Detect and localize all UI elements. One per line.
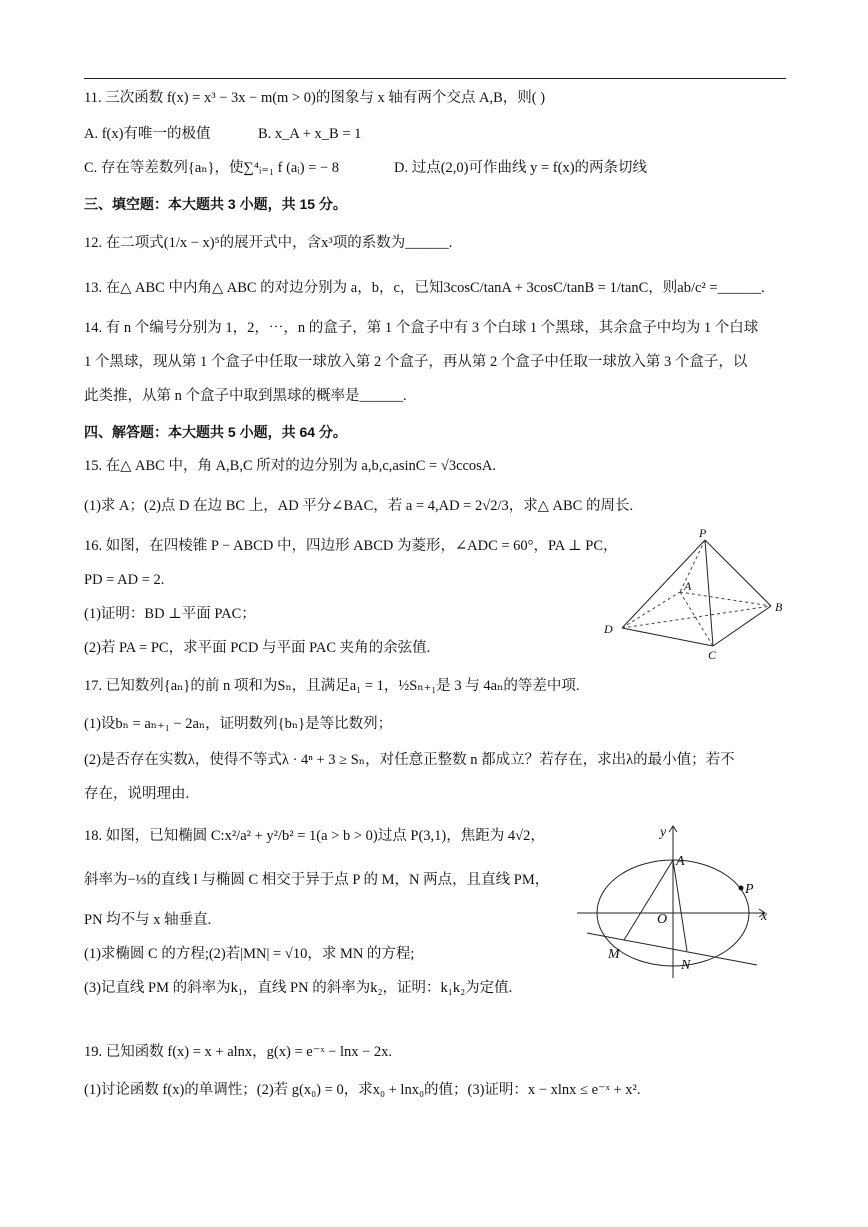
label-a: A <box>676 854 685 869</box>
q14-line-1: 14. 有 n 个编号分别为 1，2，⋯，n 的盒子，第 1 个盒子中有 3 个白球 1 个黑球，其余盒子中均为 1 个白球 <box>84 320 759 336</box>
q11-option-c: C. 存在等差数列{aₙ}，使∑⁴ᵢ₌₁ f (aᵢ) = − 8 <box>84 160 340 176</box>
q16-part-2: (2)若 PA = PC，求平面 PCD 与平面 PAC 夹角的余弦值. <box>84 640 431 656</box>
section-fill-in-heading: 三、填空题：本大题共 3 小题，共 15 分。 <box>84 196 347 212</box>
q16-line-1: 16. 如图，在四棱锥 P − ABCD 中，四边形 ABCD 为菱形，∠ADC = 60°，PA ⊥ PC， <box>84 538 618 554</box>
q19-parts: (1)讨论函数 f(x)的单调性；(2)若 g(x₀) = 0，求x₀ + lnx₀的值；(3)证明：x − xlnx ≤ e⁻ˣ + x². <box>84 1082 641 1098</box>
label-d: D <box>604 622 613 636</box>
edge-cb <box>713 606 771 646</box>
q14-line-2: 1 个黑球，现从第 1 个盒子中任取一球放入第 2 个盒子，再从第 2 个盒子中任取一球放入第 3 个盒子，以 <box>84 354 748 370</box>
q19-stem: 19. 已知函数 f(x) = x + alnx，g(x) = e⁻ˣ − lnx − 2x. <box>84 1044 393 1060</box>
q15-stem: 15. 在△ ABC 中，角 A,B,C 所对的边分别为 a,b,c,asinC = √3ccosA. <box>84 458 496 474</box>
q18-part-3: (3)记直线 PM 的斜率为k₁，直线 PN 的斜率为k₂，证明：k₁k₂为定值. <box>84 980 513 996</box>
label-m: M <box>608 947 620 962</box>
q17-part-2-line-1: (2)是否存在实数λ，使得不等式λ · 4ⁿ + 3 ≥ Sₙ，对任意正整数 n 都成立？若存在，求出λ的最小值；若不 <box>84 752 735 768</box>
edge-dc <box>622 628 713 646</box>
pyramid-figure <box>598 524 790 664</box>
line-am <box>624 860 673 940</box>
line-an <box>673 860 687 951</box>
label-n: N <box>681 958 691 973</box>
q18-line-3: PN 均不与 x 轴垂直. <box>84 912 212 928</box>
ellipse-figure <box>575 820 785 980</box>
q11-stem: 11. 三次函数 f(x) = x³ − 3x − m(m > 0)的图象与 x 轴有两个交点 A,B，则( ) <box>84 90 546 106</box>
q13-text: 13. 在△ ABC 中内角△ ABC 的对边分别为 a，b，c，已知3cosC/tanA + 3cosC/tanB = 1/tanC，则ab/c² =______. <box>84 280 765 296</box>
q12-text: 12. 在二项式(1/x − x)⁵的展开式中，含x³项的系数为______. <box>84 235 453 251</box>
q11-option-a: A. f(x)有唯一的极值 <box>84 126 211 142</box>
point-p <box>739 886 744 891</box>
q17-part-1: (1)设bₙ = aₙ₊₁ − 2aₙ，证明数列{bₙ}是等比数列； <box>84 716 393 732</box>
label-c: C <box>708 648 717 662</box>
edge-ab-hidden <box>680 592 771 606</box>
label-a: A <box>684 579 692 593</box>
label-p: P <box>745 882 754 897</box>
q16-part-1: (1)证明：BD ⊥平面 PAC； <box>84 606 256 622</box>
q11-option-b: B. x_A + x_B = 1 <box>258 126 362 142</box>
edge-pc <box>705 540 713 646</box>
header-rule <box>84 78 786 79</box>
label-b: B <box>775 600 783 614</box>
diagonal-ac-hidden <box>680 592 713 646</box>
q17-stem: 17. 已知数列{aₙ}的前 n 项和为Sₙ，且满足a₁ = 1，½Sₙ₊₁是 3 与 4aₙ的等差中项. <box>84 678 580 694</box>
label-p: P <box>699 526 707 540</box>
edge-pd <box>622 540 705 628</box>
q18-line-2: 斜率为−⅓的直线 l 与椭圆 C 相交于异于点 P 的 M，N 两点，且直线 PM， <box>84 872 550 888</box>
q15-part: (1)求 A；(2)点 D 在边 BC 上，AD 平分∠BAC，若 a = 4,AD = 2√2/3，求△ ABC 的周长. <box>84 498 634 514</box>
q14-line-3: 此类推，从第 n 个盒子中取到黑球的概率是______. <box>84 388 407 404</box>
label-x: x <box>761 909 768 924</box>
diagonal-db-hidden <box>622 606 771 628</box>
edge-pb <box>705 540 771 606</box>
label-y: y <box>660 825 667 840</box>
q17-part-2-line-2: 存在，说明理由. <box>84 786 190 802</box>
q18-part-1-2: (1)求椭圆 C 的方程;(2)若|MN| = √10，求 MN 的方程; <box>84 946 415 962</box>
q18-line-1: 18. 如图，已知椭圆 C:x²/a² + y²/b² = 1(a > b > 0)过点 P(3,1)，焦距为 4√2， <box>84 828 545 844</box>
section-solution-heading: 四、解答题：本大题共 5 小题，共 64 分。 <box>84 424 347 440</box>
q16-line-2: PD = AD = 2. <box>84 572 165 588</box>
q11-option-d: D. 过点(2,0)可作曲线 y = f(x)的两条切线 <box>394 160 648 176</box>
label-o: O <box>657 912 668 927</box>
